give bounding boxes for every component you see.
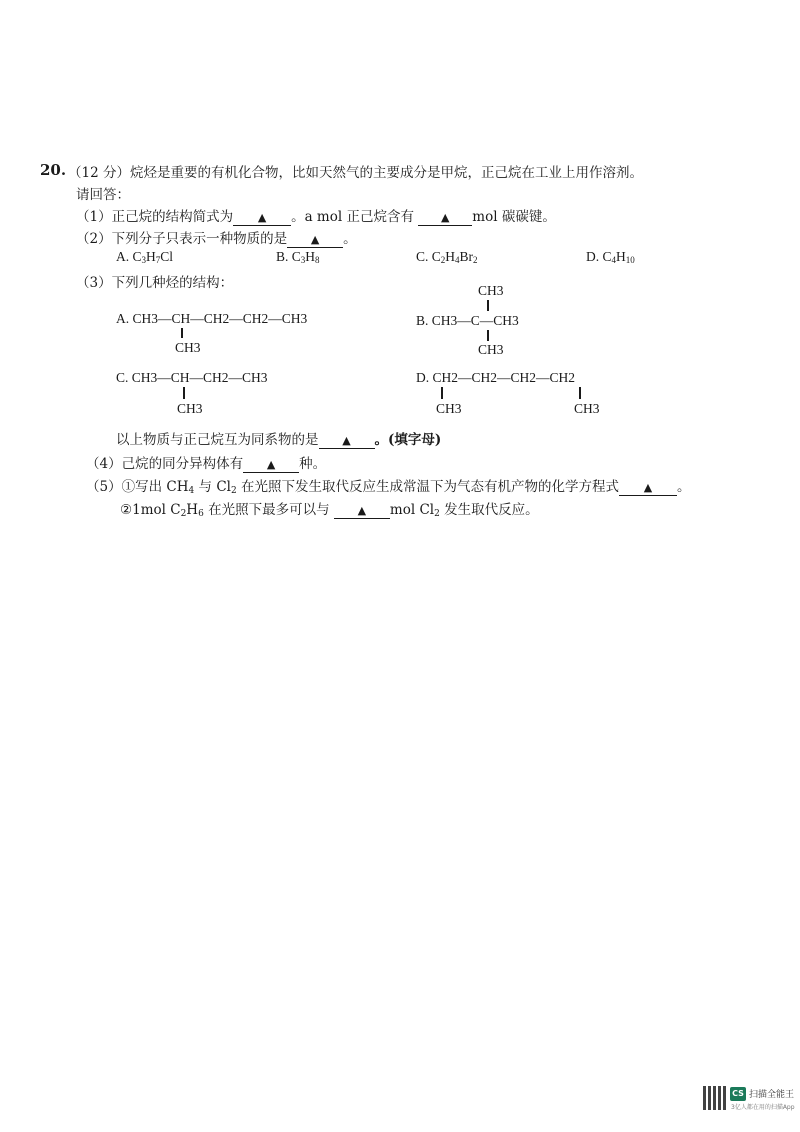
structure-d-main: D. CH2—CH2—CH2—CH2 xyxy=(416,370,576,385)
structure-b-bond-top xyxy=(487,300,489,311)
answer-blank-4[interactable] xyxy=(319,433,375,449)
structure-d-bond-right xyxy=(579,387,581,399)
part-3-label: （3） xyxy=(76,275,112,291)
part-2 xyxy=(76,227,357,248)
triangle-icon: ▲ xyxy=(441,211,450,224)
question-intro: （12 分）烷烃是重要的有机化合物，比如天然气的主要成分是甲烷，正己烷在工业上用作溶剂。 xyxy=(68,165,643,181)
part-3-question xyxy=(116,428,441,449)
structure-b-bottom: CH3 xyxy=(478,342,504,357)
triangle-icon: ▲ xyxy=(266,458,276,471)
part-5-line-1: （5）①写出 $CH_4$ 与 $Cl_2$ 在光照下发生取代反应生成常温下为气态有机产物的化学方程式 ▲ 。 xyxy=(86,479,691,496)
triangle-icon: ▲ xyxy=(342,434,351,447)
camscanner-logo-icon: CS xyxy=(730,1087,746,1101)
option-b: B. $C_3H_8$ xyxy=(276,249,320,265)
answer-blank-5[interactable] xyxy=(243,457,299,473)
answer-blank-2[interactable] xyxy=(418,210,472,226)
part-3-text-c: 。(填字母) xyxy=(374,432,442,448)
question-prompt: 请回答： xyxy=(76,187,130,203)
scanner-tagline: 3亿人都在用的扫描App xyxy=(731,1104,795,1111)
part-5-label: （5） xyxy=(86,479,122,495)
answer-blank-3[interactable] xyxy=(287,232,343,248)
triangle-icon: ▲ xyxy=(310,233,320,246)
structure-b-top: CH3 xyxy=(478,283,504,298)
part-4-text-b: 种。 xyxy=(299,456,327,472)
part-5-line-2: ②1mol $C_2H_6$ 在光照下最多可以与 ▲ mol $Cl_2$ 发生取代反应。 xyxy=(120,502,539,519)
part-4-label: （4） xyxy=(86,456,122,472)
question-number: 20. xyxy=(40,161,67,179)
structure-c-main: C. CH3—CH—CH2—CH3 xyxy=(116,370,268,385)
part-1-text-a: 正己烷的结构简式为 xyxy=(111,209,234,225)
structure-d-bond-left xyxy=(441,387,443,399)
structure-c-branch: CH3 xyxy=(177,401,203,416)
part-1-text-b: 。a mol 正己烷含有 xyxy=(291,209,414,225)
structure-c-bond xyxy=(183,387,185,399)
structure-b-bond-bottom xyxy=(487,330,489,341)
structure-d-branch-right: CH3 xyxy=(574,401,600,416)
structure-a-bond xyxy=(181,328,183,338)
option-d: D. $C_4H_{10}$ xyxy=(586,249,635,265)
structure-a-branch: CH3 xyxy=(175,340,201,355)
structure-d-branch-left: CH3 xyxy=(436,401,462,416)
part-3 xyxy=(76,271,233,291)
answer-blank-6[interactable] xyxy=(619,480,677,496)
answer-blank-1[interactable] xyxy=(233,210,291,226)
part-3-text-a: 下列几种烃的结构： xyxy=(111,275,234,291)
part-3-text-b: 以上物质与正己烷互为同系物的是 xyxy=(116,432,319,448)
part-4-text-a: 己烷的同分异构体有 xyxy=(121,456,244,472)
part-1-text-c: mol 碳碳键。 xyxy=(472,209,556,225)
structure-a-main: A. CH3—CH—CH2—CH2—CH3 xyxy=(116,311,308,326)
option-a: A. $C_3H_7Cl$ xyxy=(116,249,174,265)
triangle-icon: ▲ xyxy=(257,211,267,224)
part-4 xyxy=(86,452,326,473)
part-2-text-a: 下列分子只表示一种物质的是 xyxy=(111,231,288,247)
part-1 xyxy=(76,205,556,226)
triangle-icon: ▲ xyxy=(643,481,653,494)
option-c: C. $C_2H_4Br_2$ xyxy=(416,249,478,265)
part-2-label: （2） xyxy=(76,231,112,247)
part-2-text-b: 。 xyxy=(343,231,357,247)
qr-code-icon xyxy=(703,1086,727,1110)
structure-b-main: B. CH3—C—CH3 xyxy=(416,313,519,328)
part-1-label: （1） xyxy=(76,209,112,225)
triangle-icon: ▲ xyxy=(357,504,367,517)
scanner-app-name: 扫描全能王 xyxy=(749,1090,795,1100)
answer-blank-7[interactable] xyxy=(334,503,390,519)
